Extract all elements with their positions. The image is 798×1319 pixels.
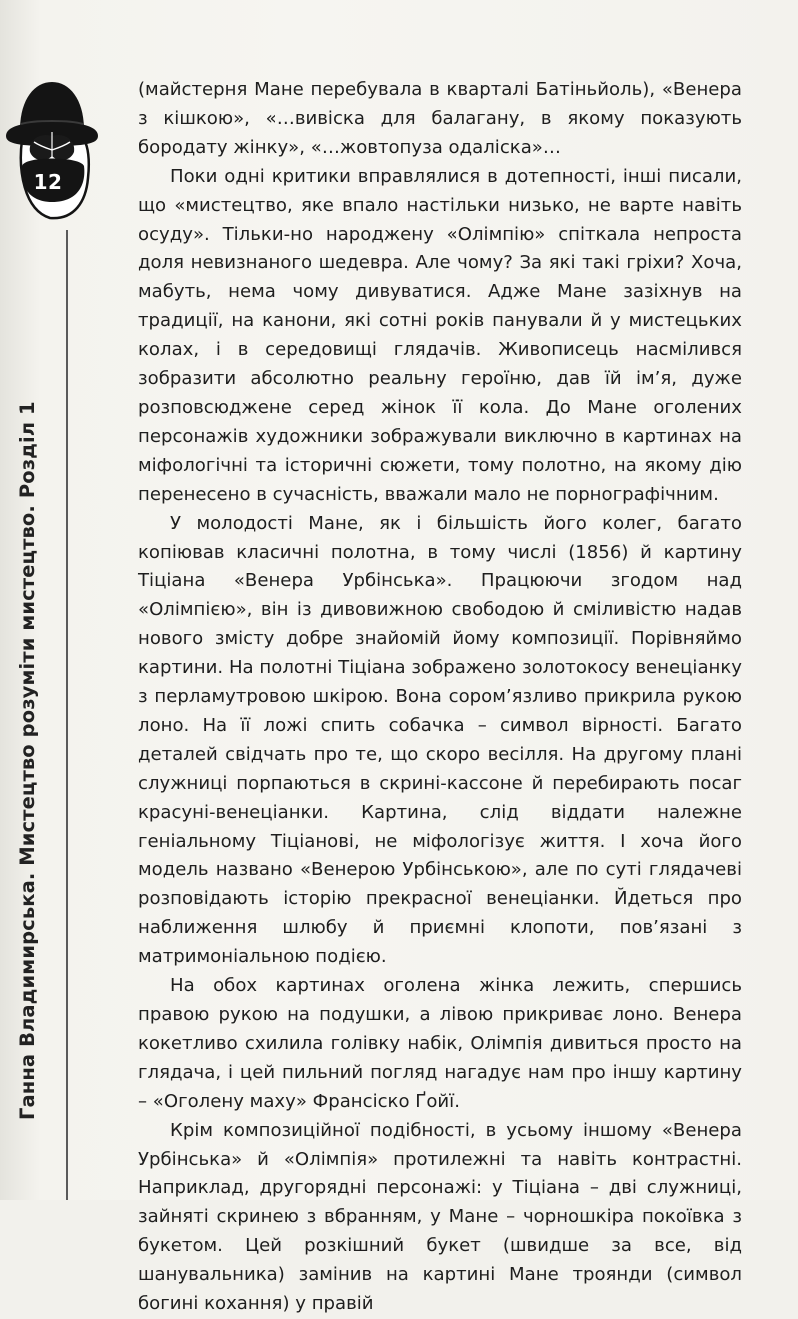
body-text: [138, 76, 742, 1319]
margin-rule: [66, 230, 68, 1200]
paragraph: Поки одні критики вправлялися в дотепності, інші писали, що «мистецтво, яке впало настільки низько, не варте навіть осуду». Тільки-но народжену «Олімпію» спіткала непроста доля невизнаного шедевра. Але чому? За які такі гріхи? Хоча, мабуть, нема чому дивуватися. Адже Мане зазіхнув на традиції, на канони, які сотні років панували й у мистецьких колах, і в середовищі глядачів. Живописець насмілився зобразити абсолютно реальну героїню, дав їй ім’я, дуже розповсюджене серед жінок її кола. До Мане оголених персонажів художники зображували виключно в картинах на міфологічні та історичні сюжети, тому полотно, на якому дію перенесено в сучасність, вважали мало не порнографічним.: [138, 165, 742, 505]
paragraph: У молодості Мане, як і більшість його колег, багато копіював класичні полотна, в тому числі (1856) й картину Тіціана «Венера Урбінська». Працюючи згодом над «Олімпією», він із дивовижною свободою й сміливістю надав нового змісту добре знайомій йому композиції. Порівняймо картини. На полотні Тіціана зображено золотокосу венеціанку з перламутровою шкірою. Вона сором’язливо прикрила рукою лоно. На її ложі спить собачка – символ вірності. Багато деталей свідчать про те, що скоро весілля. На другому плані служниці порпаються в скрині-кассоне й перебирають посаг красуні-венеціанки. Картина, слід віддати належне геніальному Тіціанові, не міфологізує життя. І хоча його модель названо «Венерою Урбінською», але по суті глядачеві розповідають історію прекрасної венеціанки. Йдеться про наближення шлюбу й приємні клопоти, пов’язані з матримоніальною подією.: [138, 512, 742, 968]
paragraph: На обох картинах оголена жінка лежить, спершись правою рукою на подушки, а лівою прикриває лоно. Венера кокетливо схилила голівку набік, Олімпія дивиться просто на глядача, і цей пильний погляд нагадує нам про іншу картину – «Оголену маху» Франсіско Ґойї.: [138, 975, 742, 1112]
page-number: 12: [33, 170, 63, 194]
paragraph: (майстерня Мане перебувала в кварталі Батіньйоль), «Венера з кішкою», «…вивіска для балагану, в якому показують бородату жінку», «…жовтопуза одаліска»…: [138, 79, 742, 158]
running-head: Ганна Владимирська. Мистецтво розуміти мистецтво. Розділ 1: [16, 401, 39, 1120]
paragraph: Крім композиційної подібності, в усьому іншому «Венера Урбінська» й «Олімпія» протилежні та навіть контрастні. Наприклад, другорядні персонажі: у Тіціана – дві служниці, зайняті скринею з вбранням, у Мане – чорношкіра покоївка з букетом. Цей розкішний букет (швидше за все, від шанувальника) замінив на картині Мане троянди (символ богині кохання) у правій: [138, 1119, 742, 1315]
